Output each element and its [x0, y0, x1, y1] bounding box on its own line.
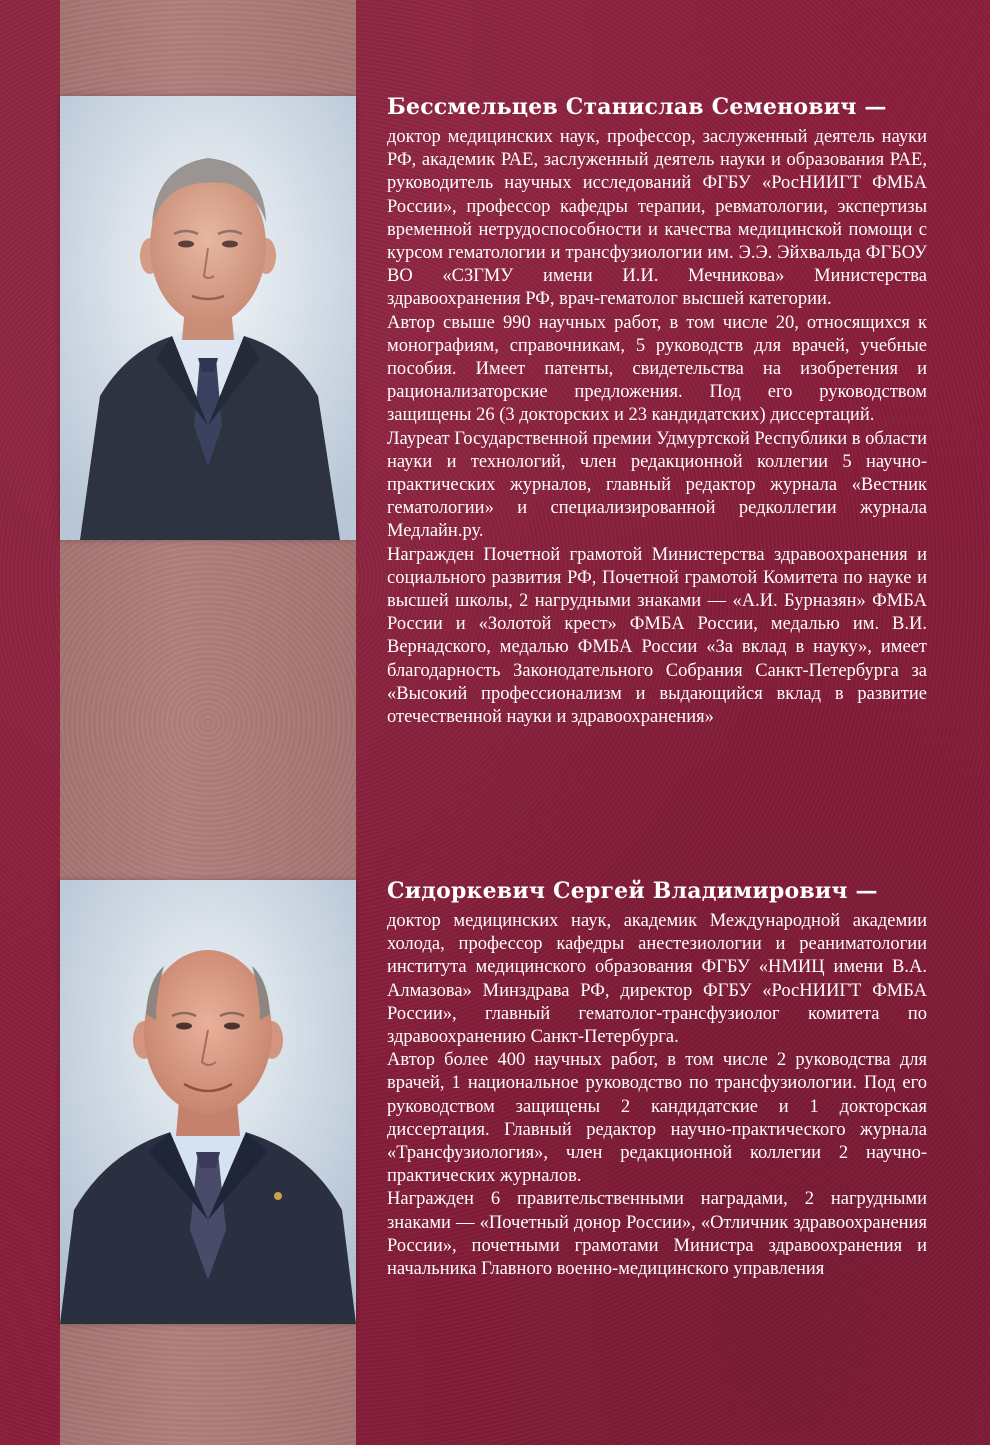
portrait-photo-bessmeltsev — [60, 96, 356, 540]
person-name: Бессмельцев Станислав Семенович — — [387, 94, 887, 120]
person-name: Сидоркевич Сергей Владимирович — — [387, 878, 878, 904]
bio-paragraph: доктор медицинских наук, академик Международной академии холода, профессор кафедры анестезиологии и реаниматологии института медицинского образования ФГБУ «НМИЦ имени В.А. Алмазова» Минздрава РФ, директор ФГБУ «РосНИИГТ ФМБА России», главный гематолог-трансфузиолог комитета по здравоохранению Санкт-Петербурга. — [387, 911, 927, 1048]
bio-paragraph: Награжден 6 правительственными наградами, 2 нагрудными знаками — «Почетный донор России», «Отличник здравоохранения России», почетными грамотами Министра здравоохранения и начальника Главного военно-медицинского управления — [387, 1189, 927, 1280]
portrait-illustration — [60, 880, 356, 1324]
bio-paragraph: Награжден Почетной грамотой Министерства здравоохранения и социального развития РФ, Почетной грамотой Комитета по науке и высшей школы, 2 нагрудными знаками — «А.И. Бурназян» ФМБА России и «Золотой крест» ФМБА России, медалью им. В.И. Вернадского, медалью ФМБА России «За вклад в науку», имеет благодарность Законодательного Собрания Санкт-Петербурга за «Высокий профессионализм и выдающийся вклад в развитие отечественной науки и здравоохранения» — [387, 544, 927, 728]
bio-sidorkevich — [387, 878, 927, 1281]
portrait-illustration — [60, 96, 356, 540]
bio-bessmeltsev — [387, 94, 927, 729]
bio-paragraph: Автор более 400 научных работ, в том числе 2 руководства для врачей, 1 национальное руководство по трансфузиологии. Под его руководством защищены 2 кандидатские и 1 докторская диссертация. Главный редактор научно-практического журнала «Трансфузиология», член редакционной коллегии 2 научно-практических журналов. — [387, 1050, 927, 1187]
bio-paragraph: доктор медицинских наук, профессор, заслуженный деятель науки РФ, академик РАЕ, заслуженный деятель науки и образования РАЕ, руководитель научных исследований ФГБУ «РосНИИГТ ФМБА России», профессор кафедры терапии, ревматологии, экспертизы временной нетрудоспособности и качества медицинской помощи с курсом гематологии и трансфузиологии им. Э.Э. Эйхвальда ФГБОУ ВО «СЗГМУ имени И.И. Мечникова» Министерства здравоохранения РФ, врач-гематолог высшей категории. — [387, 127, 927, 310]
bio-paragraph: Лауреат Государственной премии Удмуртской Республики в области науки и технологий, член редакционной коллегии 5 научно-практических журналов, главный редактор журнала «Вестник гематологии» и специализированной редколлегии журнала Медлайн.ру. — [387, 428, 927, 542]
bio-paragraph: Автор свыше 990 научных работ, в том числе 20, относящихся к монографиям, справочникам, 5 руководств для врачей, учебные пособия. Имеет патенты, свидетельства на изобретения и рационализаторские предложения. Под его руководством защищены 26 (3 докторских и 23 кандидатских) диссертаций. — [387, 312, 927, 426]
portrait-photo-sidorkevich — [60, 880, 356, 1324]
